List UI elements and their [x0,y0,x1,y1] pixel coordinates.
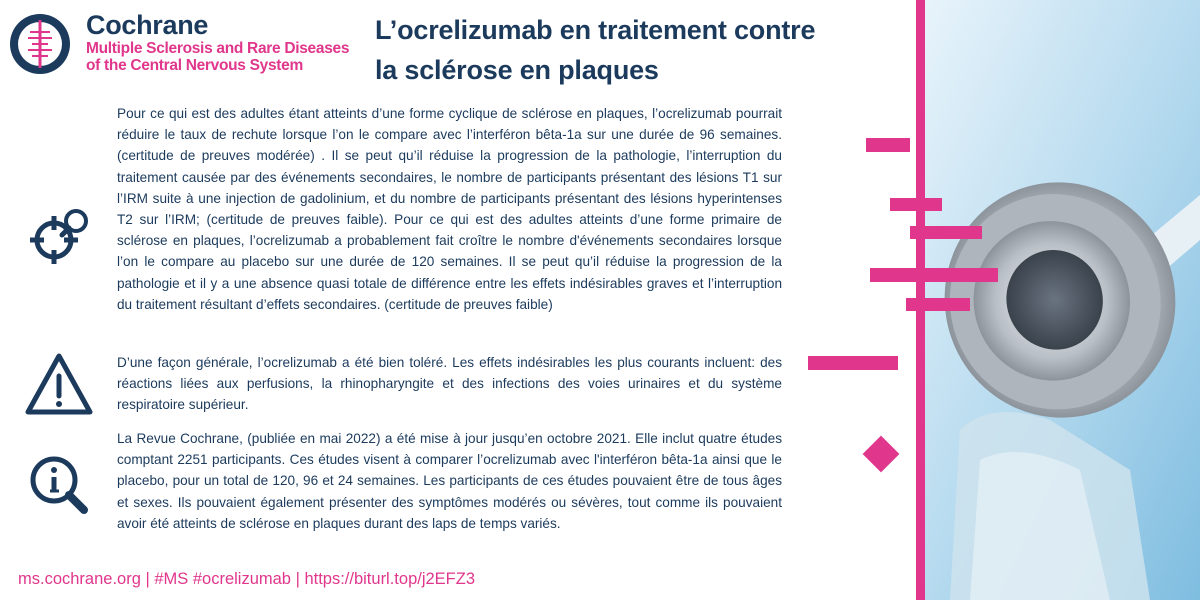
cochrane-logo-icon[interactable] [8,12,72,76]
brand-block [86,10,349,74]
summary-paragraph-review-info: La Revue Cochrane, (publiée en mai 2022) a été mise à jour jusqu’en octobre 2021. Elle inclut quatre études comptant 2251 participants. Ces études visent à comparer l’ocrelizumab avec l'interféron bêta-1a ainsi que le placebo, pour un total de 120, 96 et 24 semaines. Les participants de ces études pouvaient être de tous âges et sexes. Ils pouvaient également présenter des symptômes modérés ou sévères, tout comme ils pouvaient avoir été atteints de sclérose en plaques durant des laps de temps variés. [117,431,782,531]
brand-name: Cochrane [86,10,209,40]
title-line2: la sclérose en plaques [375,55,659,85]
warning-icon [24,350,94,420]
info-search-icon [24,452,94,522]
brand-subtitle-line1: Multiple Sclerosis and Rare Diseases [86,40,350,57]
title-line1: L’ocrelizumab en traitement contre [375,15,816,45]
footer-links[interactable]: ms.cochrane.org | #MS #ocrelizumab | https://biturl.top/j2EFZ3 [18,570,476,588]
brand-subtitle-line2: of the Central Nervous System [86,57,303,74]
summary-paragraph-results: Pour ce qui est des adultes étant atteints d’une forme cyclique de sclérose en plaques, l’ocrelizumab pourrait réduire le taux de rechute lorsque l’on le compare avec l’interféron bêta-1a sur une durée de 96 semaines. (certitude de preuves modérée) . Il se peut qu’il réduise la progression de la pathologie, l’interruption du traitement causée par des événements secondaires, le nombre de participants présentant des lésions T1 sur l’IRM suite à une injection de gadolinium, et du nombre de participants présentant des lésions hyperintenses T2 sur l’IRM; (certitude de preuves faible). Pour ce qui est des adultes atteints d’une forme primaire de sclérose en plaques, l’ocrelizumab a probablement fait croître le nombre d'événements secondaires lorsque l’on le compare au placebo sur une durée de 120 semaines. Il se peut qu’il réduise la progression de la pathologie et il y a une absence quasi totale de différence entre les effets indésirables graves et l’interruption du traitement résultant d’effets secondaires. (certitude de preuves faible) [117,106,782,312]
target-search-icon [24,204,94,274]
vaccine-vial-syringe-photo [790,0,1200,600]
summary-paragraph-safety: D’une façon générale, l’ocrelizumab a été bien toléré. Les effets indésirables les plus courants incluent: des réactions liées aux perfusions, la rhinopharyngite et des infections des voies urinaires et du système respiratoire supérieur. [117,355,782,413]
